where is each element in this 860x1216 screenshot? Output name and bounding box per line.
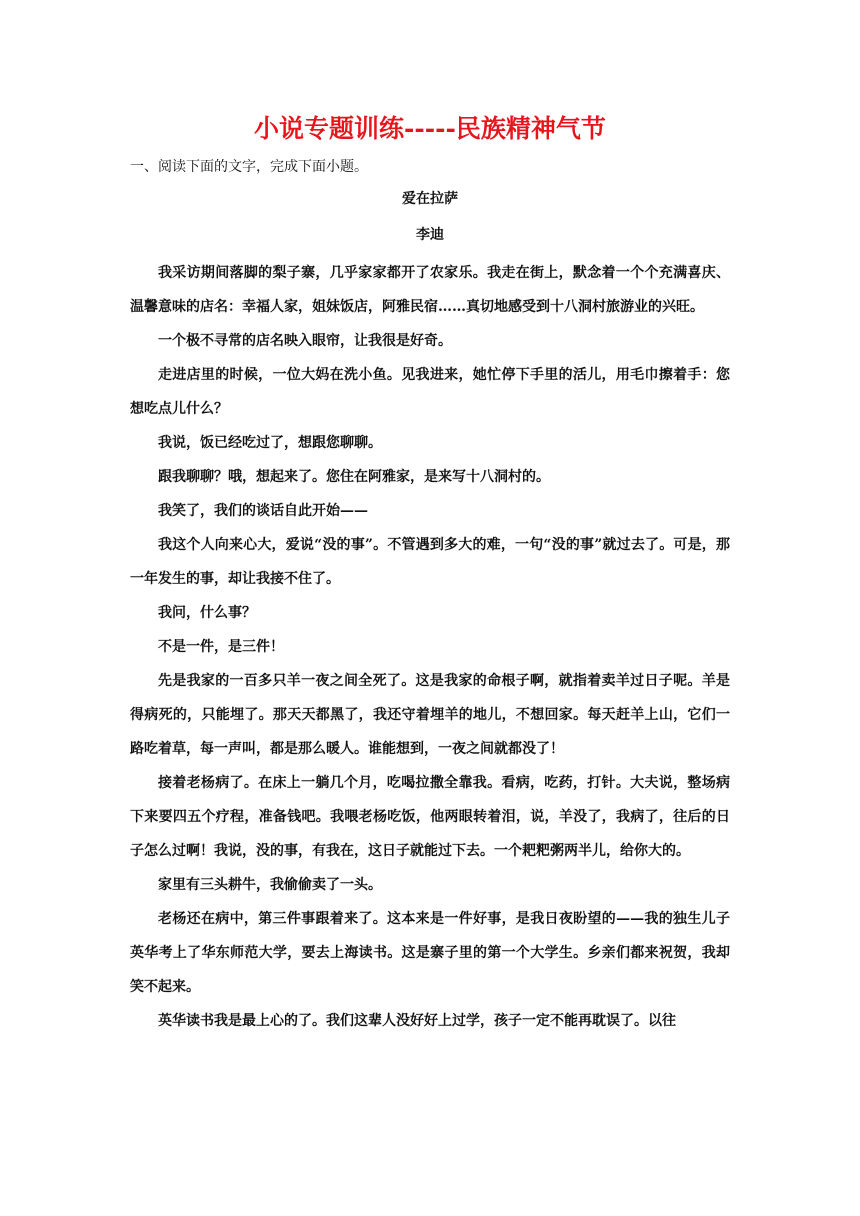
paragraph: 不是一件，是三件！ — [158, 639, 284, 655]
paragraph: 我采访期间落脚的梨子寨，几乎家家都开了农家乐。我走在街上，默念着一个个充满喜庆、温馨意味的店名：幸福人家，姐妹饭店，阿雅民宿……真切地感受到十八洞村旅游业的兴旺。 — [130, 265, 730, 315]
paragraph: 我说，饭已经吃过了，想跟您聊聊。 — [158, 435, 382, 451]
paragraph: 先是我家的一百多只羊一夜之间全死了。这是我家的命根子啊，就指着卖羊过日子呢。羊是得病死的，只能埋了。那天天都黑了，我还守着埋羊的地儿，不想回家。每天赶羊上山，它们一路吃着草，每一声叫，都是那么暖人。谁能想到，一夜之间就都没了！ — [130, 673, 730, 757]
paragraph: 跟我聊聊？哦，想起来了。您住在阿雅家，是来写十八洞村的。 — [158, 469, 550, 485]
paragraph: 我问，什么事？ — [158, 605, 256, 621]
paragraph: 家里有三头耕牛，我偷偷卖了一头。 — [158, 877, 382, 893]
paragraph: 走进店里的时候，一位大妈在洗小鱼。见我进来，她忙停下手里的活儿，用毛巾擦着手：您想吃点儿什么？ — [130, 367, 730, 417]
paragraph: 接着老杨病了。在床上一躺几个月，吃喝拉撒全靠我。看病，吃药，打针。大夫说，整场病下来要四五个疗程，准备钱吧。我喂老杨吃饭，他两眼转着泪，说，羊没了，我病了，往后的日子怎么过啊！我说，没的事，有我在，这日子就能过下去。一个耙粑粥两半儿，给你大的。 — [130, 775, 730, 859]
paragraph: 英华读书我是最上心的了。我们这辈人没好好上过学，孩子一定不能再耽误了。以往 — [158, 1013, 676, 1029]
paragraph: 一个极不寻常的店名映入眼帘，让我很是好奇。 — [158, 333, 452, 349]
paragraph: 我笑了，我们的谈话自此开始—— — [158, 503, 368, 519]
section-heading: 一、阅读下面的文字，完成下面小题。 — [130, 159, 368, 175]
document-title: 小说专题训练-----民族精神气节 — [254, 114, 606, 143]
story-title: 爱在拉萨 — [402, 191, 458, 207]
story-body — [130, 256, 730, 1038]
paragraph: 我这个人向来心大，爱说“没的事”。不管遇到多大的难，一句“没的事”就过去了。可是，那一年发生的事，却让我接不住了。 — [130, 537, 730, 587]
story-author: 李迪 — [416, 227, 444, 243]
paragraph: 老杨还在病中，第三件事跟着来了。这本来是一件好事，是我日夜盼望的——我的独生儿子英华考上了华东师范大学，要去上海读书。这是寨子里的第一个大学生。乡亲们都来祝贺，我却笑不起来。 — [130, 911, 730, 995]
